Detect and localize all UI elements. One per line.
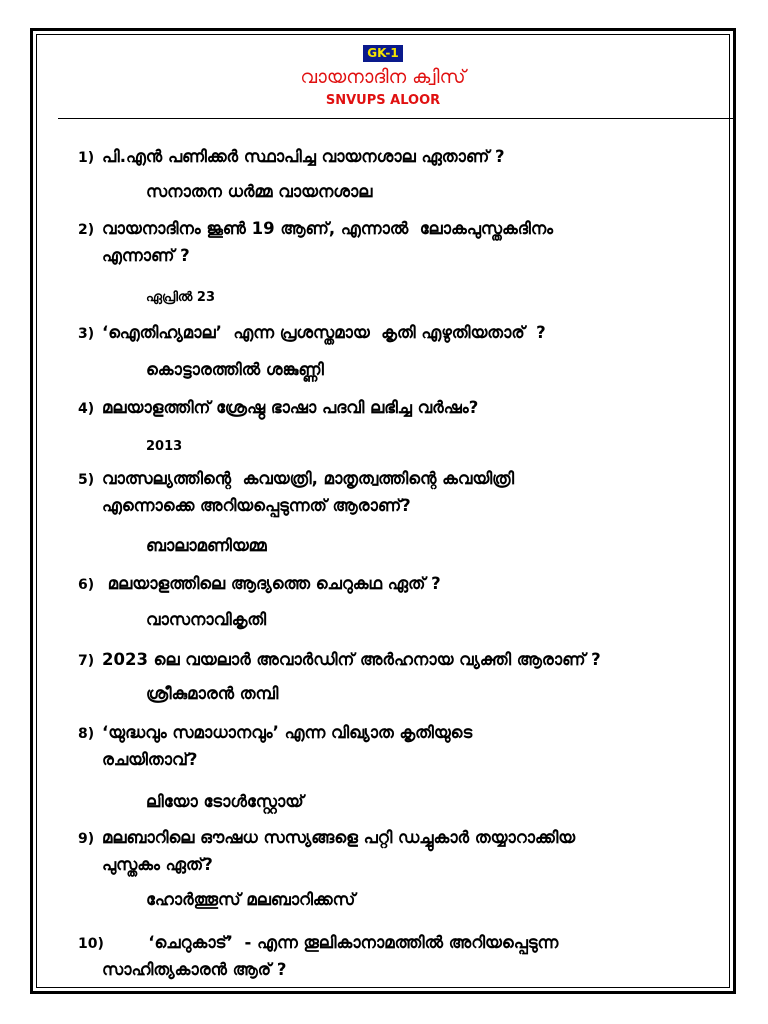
- question-7: [78, 647, 718, 674]
- question-text: മലയാളത്തിലെ ആദ്യത്തെ ചെറുകഥ ഏത് ?: [102, 574, 441, 593]
- question-number: 3): [78, 326, 95, 342]
- question-number: 6): [78, 577, 95, 593]
- answer-2: ഏപ്രിൽ 23: [146, 290, 216, 305]
- question-number: 9): [78, 831, 95, 847]
- question-text: ‘യുദ്ധവും സമാധാനവും’ എന്ന വിഖ്യാത കൃതിയുടെ: [102, 723, 473, 742]
- question-text: മലയാളത്തിന് ശ്രേഷ്ഠ ഭാഷാ പദവി ലഭിച്ച വർഷം?: [102, 398, 479, 417]
- question-text: ‘ചെറുകാട്’ - എന്ന തൂലികാനാമത്തിൽ അറിയപ്പെടുന്ന: [108, 933, 559, 952]
- question-text-cont: സാഹിത്യകാരൻ ആര് ?: [102, 960, 287, 979]
- answer-7: ശ്രീകുമാരൻ തമ്പി: [146, 684, 279, 703]
- quiz-title: വായനാദിന ക്വിസ്: [300, 66, 466, 88]
- header: [36, 42, 730, 109]
- answer-3: കൊട്ടാരത്തിൽ ശങ്കുണ്ണി: [146, 360, 324, 379]
- question-text-cont: എന്നാണ് ?: [102, 246, 190, 265]
- question-text-cont: രചയിതാവ്?: [102, 750, 198, 769]
- answer-9: ഹോർത്തൂസ് മലബാറിക്കസ്: [146, 890, 356, 909]
- question-8: [78, 720, 718, 773]
- gk-badge: GK-1: [363, 45, 402, 62]
- answer-4: 2013: [146, 439, 183, 454]
- question-9: [78, 825, 718, 878]
- question-2: [78, 216, 718, 269]
- question-10: [78, 930, 718, 983]
- question-number: 5): [78, 472, 95, 488]
- question-number: 1): [78, 150, 95, 166]
- answer-6: വാസനാവികൃതി: [146, 610, 267, 629]
- question-text: വാത്സല്യത്തിന്റെ കവയത്രി, മാതൃത്വത്തിന്റെ കവയിത്രി: [102, 469, 515, 488]
- question-text-cont: പുസ്തകം ഏത്?: [102, 855, 213, 874]
- question-1: [78, 144, 718, 171]
- question-6: [78, 571, 718, 598]
- question-number: 4): [78, 401, 95, 417]
- answer-1: സനാതന ധർമ്മ വായനശാല: [146, 182, 373, 201]
- question-text-cont: എന്നൊക്കെ അറിയപ്പെടുന്നത് ആരാണ്?: [102, 496, 411, 515]
- question-text: 2023 ലെ വയലാർ അവാർഡിന് അർഹനായ വ്യക്തി ആരാണ് ?: [102, 650, 601, 669]
- school-name: SNVUPS ALOOR: [325, 93, 441, 108]
- answer-5: ബാലാമണിയമ്മ: [146, 536, 267, 555]
- question-4: [78, 395, 718, 422]
- question-text: പി.എൻ പണിക്കർ സ്ഥാപിച്ച വായനശാല ഏതാണ് ?: [102, 147, 505, 166]
- header-divider: [58, 118, 736, 119]
- question-number: 2): [78, 222, 95, 238]
- question-text: മലബാറിലെ ഔഷധ സസ്യങ്ങളെ പറ്റി ഡച്ചുകാർ തയ്യാറാക്കിയ: [102, 828, 576, 847]
- question-text: ‘ഐതിഹ്യമാല’ എന്ന പ്രശസ്തമായ കൃതി എഴുതിയതാര് ?: [102, 323, 546, 342]
- question-text: വായനാദിനം ജൂൺ 19 ആണ്, എന്നാൽ ലോകപുസ്തകദിനം: [102, 219, 554, 238]
- question-number: 10): [78, 936, 104, 952]
- question-number: 7): [78, 653, 95, 669]
- question-number: 8): [78, 726, 95, 742]
- answer-8: ലിയോ ടോൾസ്റ്റോയ്: [146, 792, 304, 811]
- question-5: [78, 466, 718, 519]
- question-3: [78, 320, 718, 347]
